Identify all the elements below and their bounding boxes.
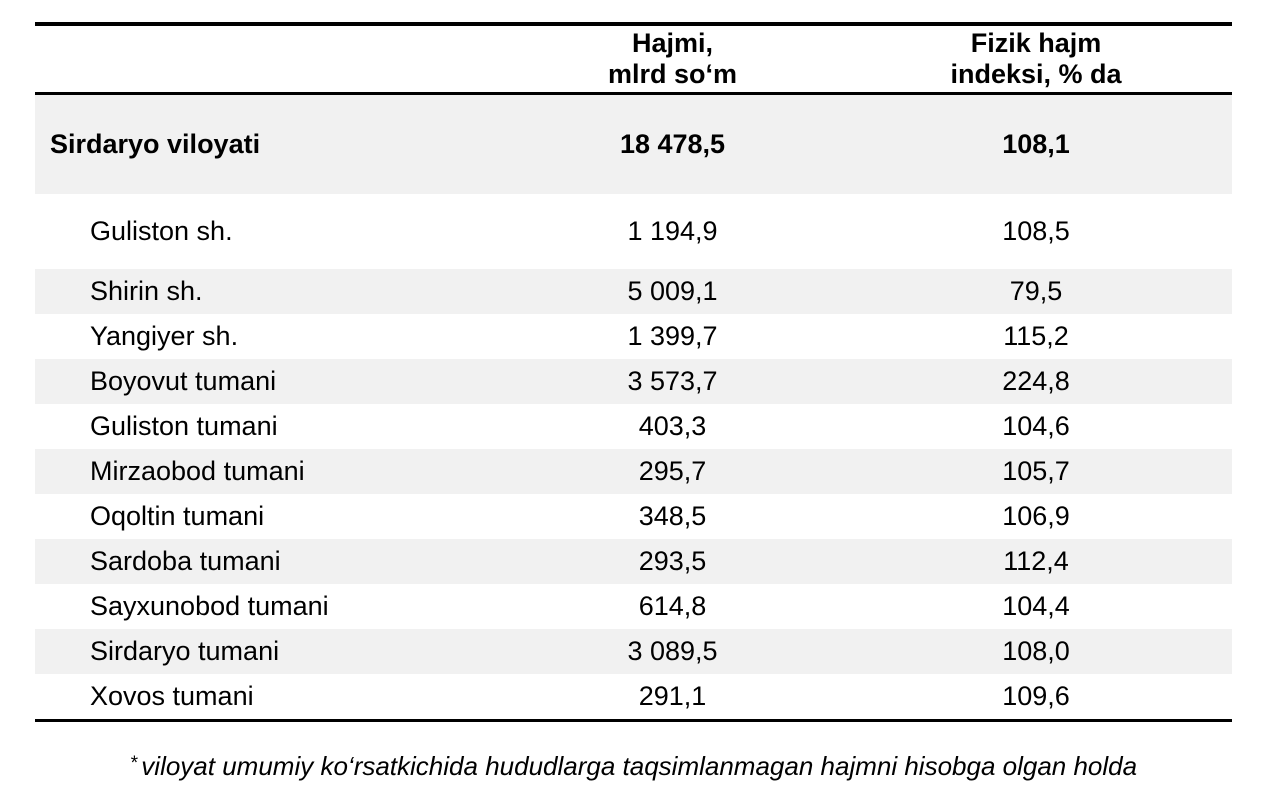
row-index: 108,0	[1002, 636, 1070, 666]
footnote-text: viloyat umumiy ko‘rsatkichida hududlarga taqsimlanmagan hajmni hisobga olgan holda	[141, 751, 1138, 781]
row-name: Guliston tumani	[90, 411, 278, 441]
row-volume: 3 573,7	[627, 366, 718, 396]
row-index: 112,4	[1003, 546, 1069, 576]
row-volume: 291,1	[638, 681, 707, 711]
table-row	[35, 674, 1232, 719]
header-cell-volume	[505, 28, 840, 90]
table-row	[35, 494, 1232, 539]
row-index: 224,8	[1002, 366, 1070, 396]
row-volume: 3 089,5	[627, 636, 718, 666]
row-index: 105,7	[1002, 456, 1070, 486]
row-name: Sayxunobod tumani	[90, 591, 329, 621]
row-name: Oqoltin tumani	[90, 501, 265, 531]
row-volume: 348,5	[638, 501, 707, 531]
table-row	[35, 404, 1232, 449]
table-row	[35, 194, 1232, 269]
row-volume: 295,7	[638, 456, 707, 486]
row-index: 115,2	[1003, 321, 1069, 351]
table-row	[35, 314, 1232, 359]
row-index: 106,9	[1002, 501, 1070, 531]
row-name: Guliston sh.	[90, 216, 233, 246]
header-index-line2: indeksi, % da	[950, 59, 1122, 89]
row-name: Boyovut tumani	[90, 366, 277, 396]
row-volume: 18 478,5	[619, 129, 726, 159]
table-row-region-total	[35, 95, 1232, 194]
row-name: Yangiyer sh.	[90, 321, 239, 351]
row-name: Sirdaryo viloyati	[50, 129, 261, 159]
header-cell-index	[840, 28, 1232, 90]
table-row	[35, 269, 1232, 314]
table-header-row	[35, 26, 1232, 95]
row-index: 104,6	[1002, 411, 1070, 441]
row-volume: 403,3	[638, 411, 707, 441]
row-volume: 614,8	[638, 591, 707, 621]
table-row	[35, 449, 1232, 494]
table-row	[35, 629, 1232, 674]
row-index: 108,1	[1002, 129, 1070, 159]
header-volume-line2: mlrd so‘m	[607, 59, 738, 89]
row-name: Xovos tumani	[90, 681, 254, 711]
table-footnote	[35, 748, 1232, 782]
row-name: Shirin sh.	[90, 276, 203, 306]
table-row	[35, 539, 1232, 584]
row-volume: 5 009,1	[627, 276, 718, 306]
row-volume: 1 194,9	[627, 216, 718, 246]
header-index-line1: Fizik hajm	[970, 28, 1102, 58]
row-index: 79,5	[1009, 276, 1063, 306]
table-row	[35, 359, 1232, 404]
statistics-table	[35, 22, 1232, 722]
footnote-asterisk: *	[129, 753, 138, 774]
header-volume-line1: Hajmi,	[631, 28, 714, 58]
row-index: 109,6	[1002, 681, 1070, 711]
row-volume: 293,5	[638, 546, 707, 576]
row-volume: 1 399,7	[627, 321, 718, 351]
row-name: Sardoba tumani	[90, 546, 281, 576]
row-index: 108,5	[1002, 216, 1070, 246]
table-row	[35, 584, 1232, 629]
row-name: Mirzaobod tumani	[90, 456, 305, 486]
row-name: Sirdaryo tumani	[90, 636, 280, 666]
row-index: 104,4	[1002, 591, 1070, 621]
